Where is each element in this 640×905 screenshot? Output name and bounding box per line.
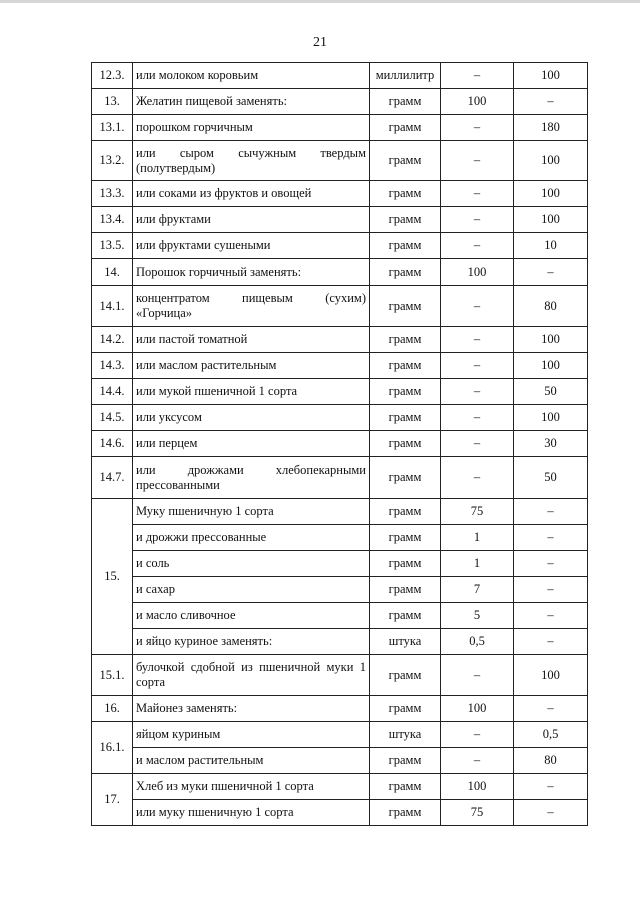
table-row [92, 722, 588, 748]
row-number: 14.6. [92, 431, 133, 457]
base-amount-cell: 7 [441, 577, 514, 603]
row-number: 13.2. [92, 141, 133, 181]
base-amount-cell: – [441, 115, 514, 141]
table-row [92, 327, 588, 353]
unit-cell: грамм [370, 353, 441, 379]
item-description: Желатин пищевой заменять: [133, 89, 370, 115]
base-amount-cell: – [441, 722, 514, 748]
base-amount-cell: – [441, 655, 514, 696]
base-amount-cell: – [441, 379, 514, 405]
item-description: булочкой сдобной из пшеничной муки 1 сорта [133, 655, 370, 696]
table-row [92, 207, 588, 233]
unit-cell: грамм [370, 800, 441, 826]
unit-cell: грамм [370, 431, 441, 457]
base-amount-cell: 100 [441, 696, 514, 722]
unit-cell: грамм [370, 748, 441, 774]
replacement-amount-cell: – [514, 774, 588, 800]
unit-cell: грамм [370, 181, 441, 207]
replacement-amount-cell: – [514, 696, 588, 722]
item-description: или пастой томатной [133, 327, 370, 353]
replacement-amount-cell: – [514, 603, 588, 629]
table-row [92, 629, 588, 655]
base-amount-cell: 5 [441, 603, 514, 629]
replacement-amount-cell: – [514, 525, 588, 551]
unit-cell: миллилитр [370, 63, 441, 89]
item-description: Майонез заменять: [133, 696, 370, 722]
unit-cell: грамм [370, 499, 441, 525]
replacement-amount-cell: 80 [514, 286, 588, 327]
item-description: или соками из фруктов и овощей [133, 181, 370, 207]
item-description: или сыром сычужным твердым (полутвердым) [133, 141, 370, 181]
base-amount-cell: 75 [441, 800, 514, 826]
table-row [92, 379, 588, 405]
unit-cell: грамм [370, 89, 441, 115]
unit-cell: грамм [370, 696, 441, 722]
table-row [92, 603, 588, 629]
table-row [92, 655, 588, 696]
table-row [92, 233, 588, 259]
replacement-amount-cell: 100 [514, 405, 588, 431]
unit-cell: грамм [370, 774, 441, 800]
item-description: Муку пшеничную 1 сорта [133, 499, 370, 525]
row-number: 16. [92, 696, 133, 722]
page-number: 21 [313, 35, 327, 50]
unit-cell: грамм [370, 457, 441, 499]
row-number: 13.3. [92, 181, 133, 207]
replacement-amount-cell: 30 [514, 431, 588, 457]
table-row [92, 774, 588, 800]
unit-cell: грамм [370, 577, 441, 603]
replacement-amount-cell: – [514, 551, 588, 577]
base-amount-cell: 0,5 [441, 629, 514, 655]
unit-cell: грамм [370, 327, 441, 353]
base-amount-cell: – [441, 457, 514, 499]
item-description: и соль [133, 551, 370, 577]
unit-cell: грамм [370, 233, 441, 259]
table-row [92, 525, 588, 551]
item-description: или мукой пшеничной 1 сорта [133, 379, 370, 405]
unit-cell: грамм [370, 259, 441, 286]
row-number: 14.3. [92, 353, 133, 379]
table-row [92, 696, 588, 722]
replacement-amount-cell: 100 [514, 353, 588, 379]
replacement-amount-cell: 100 [514, 655, 588, 696]
row-number: 12.3. [92, 63, 133, 89]
unit-cell: штука [370, 629, 441, 655]
item-description: и масло сливочное [133, 603, 370, 629]
scan-top-edge [0, 0, 640, 3]
base-amount-cell: 75 [441, 499, 514, 525]
unit-cell: штука [370, 722, 441, 748]
replacement-amount-cell: 80 [514, 748, 588, 774]
table-row [92, 286, 588, 327]
item-description: и дрожжи прессованные [133, 525, 370, 551]
base-amount-cell: – [441, 431, 514, 457]
table-row [92, 800, 588, 826]
unit-cell: грамм [370, 141, 441, 181]
row-number: 15. [92, 499, 133, 655]
table-row [92, 577, 588, 603]
replacement-amount-cell: – [514, 499, 588, 525]
base-amount-cell: – [441, 353, 514, 379]
base-amount-cell: – [441, 233, 514, 259]
replacement-amount-cell: 50 [514, 457, 588, 499]
replacement-amount-cell: 100 [514, 63, 588, 89]
item-description: порошком горчичным [133, 115, 370, 141]
row-number: 13.1. [92, 115, 133, 141]
row-number: 14.1. [92, 286, 133, 327]
item-description: или молоком коровьим [133, 63, 370, 89]
item-description: и сахар [133, 577, 370, 603]
table-row [92, 63, 588, 89]
base-amount-cell: – [441, 405, 514, 431]
row-number: 14. [92, 259, 133, 286]
base-amount-cell: 1 [441, 551, 514, 577]
unit-cell: грамм [370, 379, 441, 405]
table-row [92, 115, 588, 141]
base-amount-cell: 1 [441, 525, 514, 551]
table-row [92, 748, 588, 774]
substitution-table [91, 62, 588, 826]
item-description: яйцом куриным [133, 722, 370, 748]
replacement-amount-cell: 100 [514, 141, 588, 181]
unit-cell: грамм [370, 405, 441, 431]
item-description: или фруктами сушеными [133, 233, 370, 259]
item-description: или уксусом [133, 405, 370, 431]
row-number: 17. [92, 774, 133, 826]
replacement-amount-cell: – [514, 259, 588, 286]
row-number: 13.4. [92, 207, 133, 233]
replacement-amount-cell: – [514, 89, 588, 115]
item-description: концентратом пищевым (сухим) «Горчица» [133, 286, 370, 327]
base-amount-cell: – [441, 748, 514, 774]
item-description: Порошок горчичный заменять: [133, 259, 370, 286]
base-amount-cell: – [441, 181, 514, 207]
item-description: или дрожжами хлебопекарными прессованными [133, 457, 370, 499]
replacement-amount-cell: 180 [514, 115, 588, 141]
base-amount-cell: – [441, 63, 514, 89]
table-row [92, 141, 588, 181]
table-row [92, 259, 588, 286]
replacement-amount-cell: 50 [514, 379, 588, 405]
unit-cell: грамм [370, 115, 441, 141]
unit-cell: грамм [370, 207, 441, 233]
base-amount-cell: – [441, 207, 514, 233]
item-description: или фруктами [133, 207, 370, 233]
row-number: 14.4. [92, 379, 133, 405]
table-row [92, 89, 588, 115]
table-row [92, 431, 588, 457]
replacement-amount-cell: 10 [514, 233, 588, 259]
table-row [92, 551, 588, 577]
base-amount-cell: – [441, 141, 514, 181]
row-number: 16.1. [92, 722, 133, 774]
row-number: 14.5. [92, 405, 133, 431]
table-row [92, 499, 588, 525]
base-amount-cell: – [441, 327, 514, 353]
row-number: 15.1. [92, 655, 133, 696]
base-amount-cell: 100 [441, 774, 514, 800]
item-description: или перцем [133, 431, 370, 457]
unit-cell: грамм [370, 603, 441, 629]
table-row [92, 353, 588, 379]
row-number: 13.5. [92, 233, 133, 259]
unit-cell: грамм [370, 286, 441, 327]
item-description: или муку пшеничную 1 сорта [133, 800, 370, 826]
item-description: и яйцо куриное заменять: [133, 629, 370, 655]
replacement-amount-cell: 100 [514, 181, 588, 207]
table-row [92, 181, 588, 207]
replacement-amount-cell: 100 [514, 207, 588, 233]
unit-cell: грамм [370, 551, 441, 577]
replacement-amount-cell: 100 [514, 327, 588, 353]
row-number: 13. [92, 89, 133, 115]
table-row [92, 405, 588, 431]
replacement-amount-cell: 0,5 [514, 722, 588, 748]
row-number: 14.7. [92, 457, 133, 499]
item-description: и маслом растительным [133, 748, 370, 774]
item-description: Хлеб из муки пшеничной 1 сорта [133, 774, 370, 800]
base-amount-cell: 100 [441, 89, 514, 115]
replacement-amount-cell: – [514, 800, 588, 826]
unit-cell: грамм [370, 655, 441, 696]
replacement-amount-cell: – [514, 577, 588, 603]
unit-cell: грамм [370, 525, 441, 551]
base-amount-cell: – [441, 286, 514, 327]
row-number: 14.2. [92, 327, 133, 353]
base-amount-cell: 100 [441, 259, 514, 286]
item-description: или маслом растительным [133, 353, 370, 379]
replacement-amount-cell: – [514, 629, 588, 655]
table-row [92, 457, 588, 499]
